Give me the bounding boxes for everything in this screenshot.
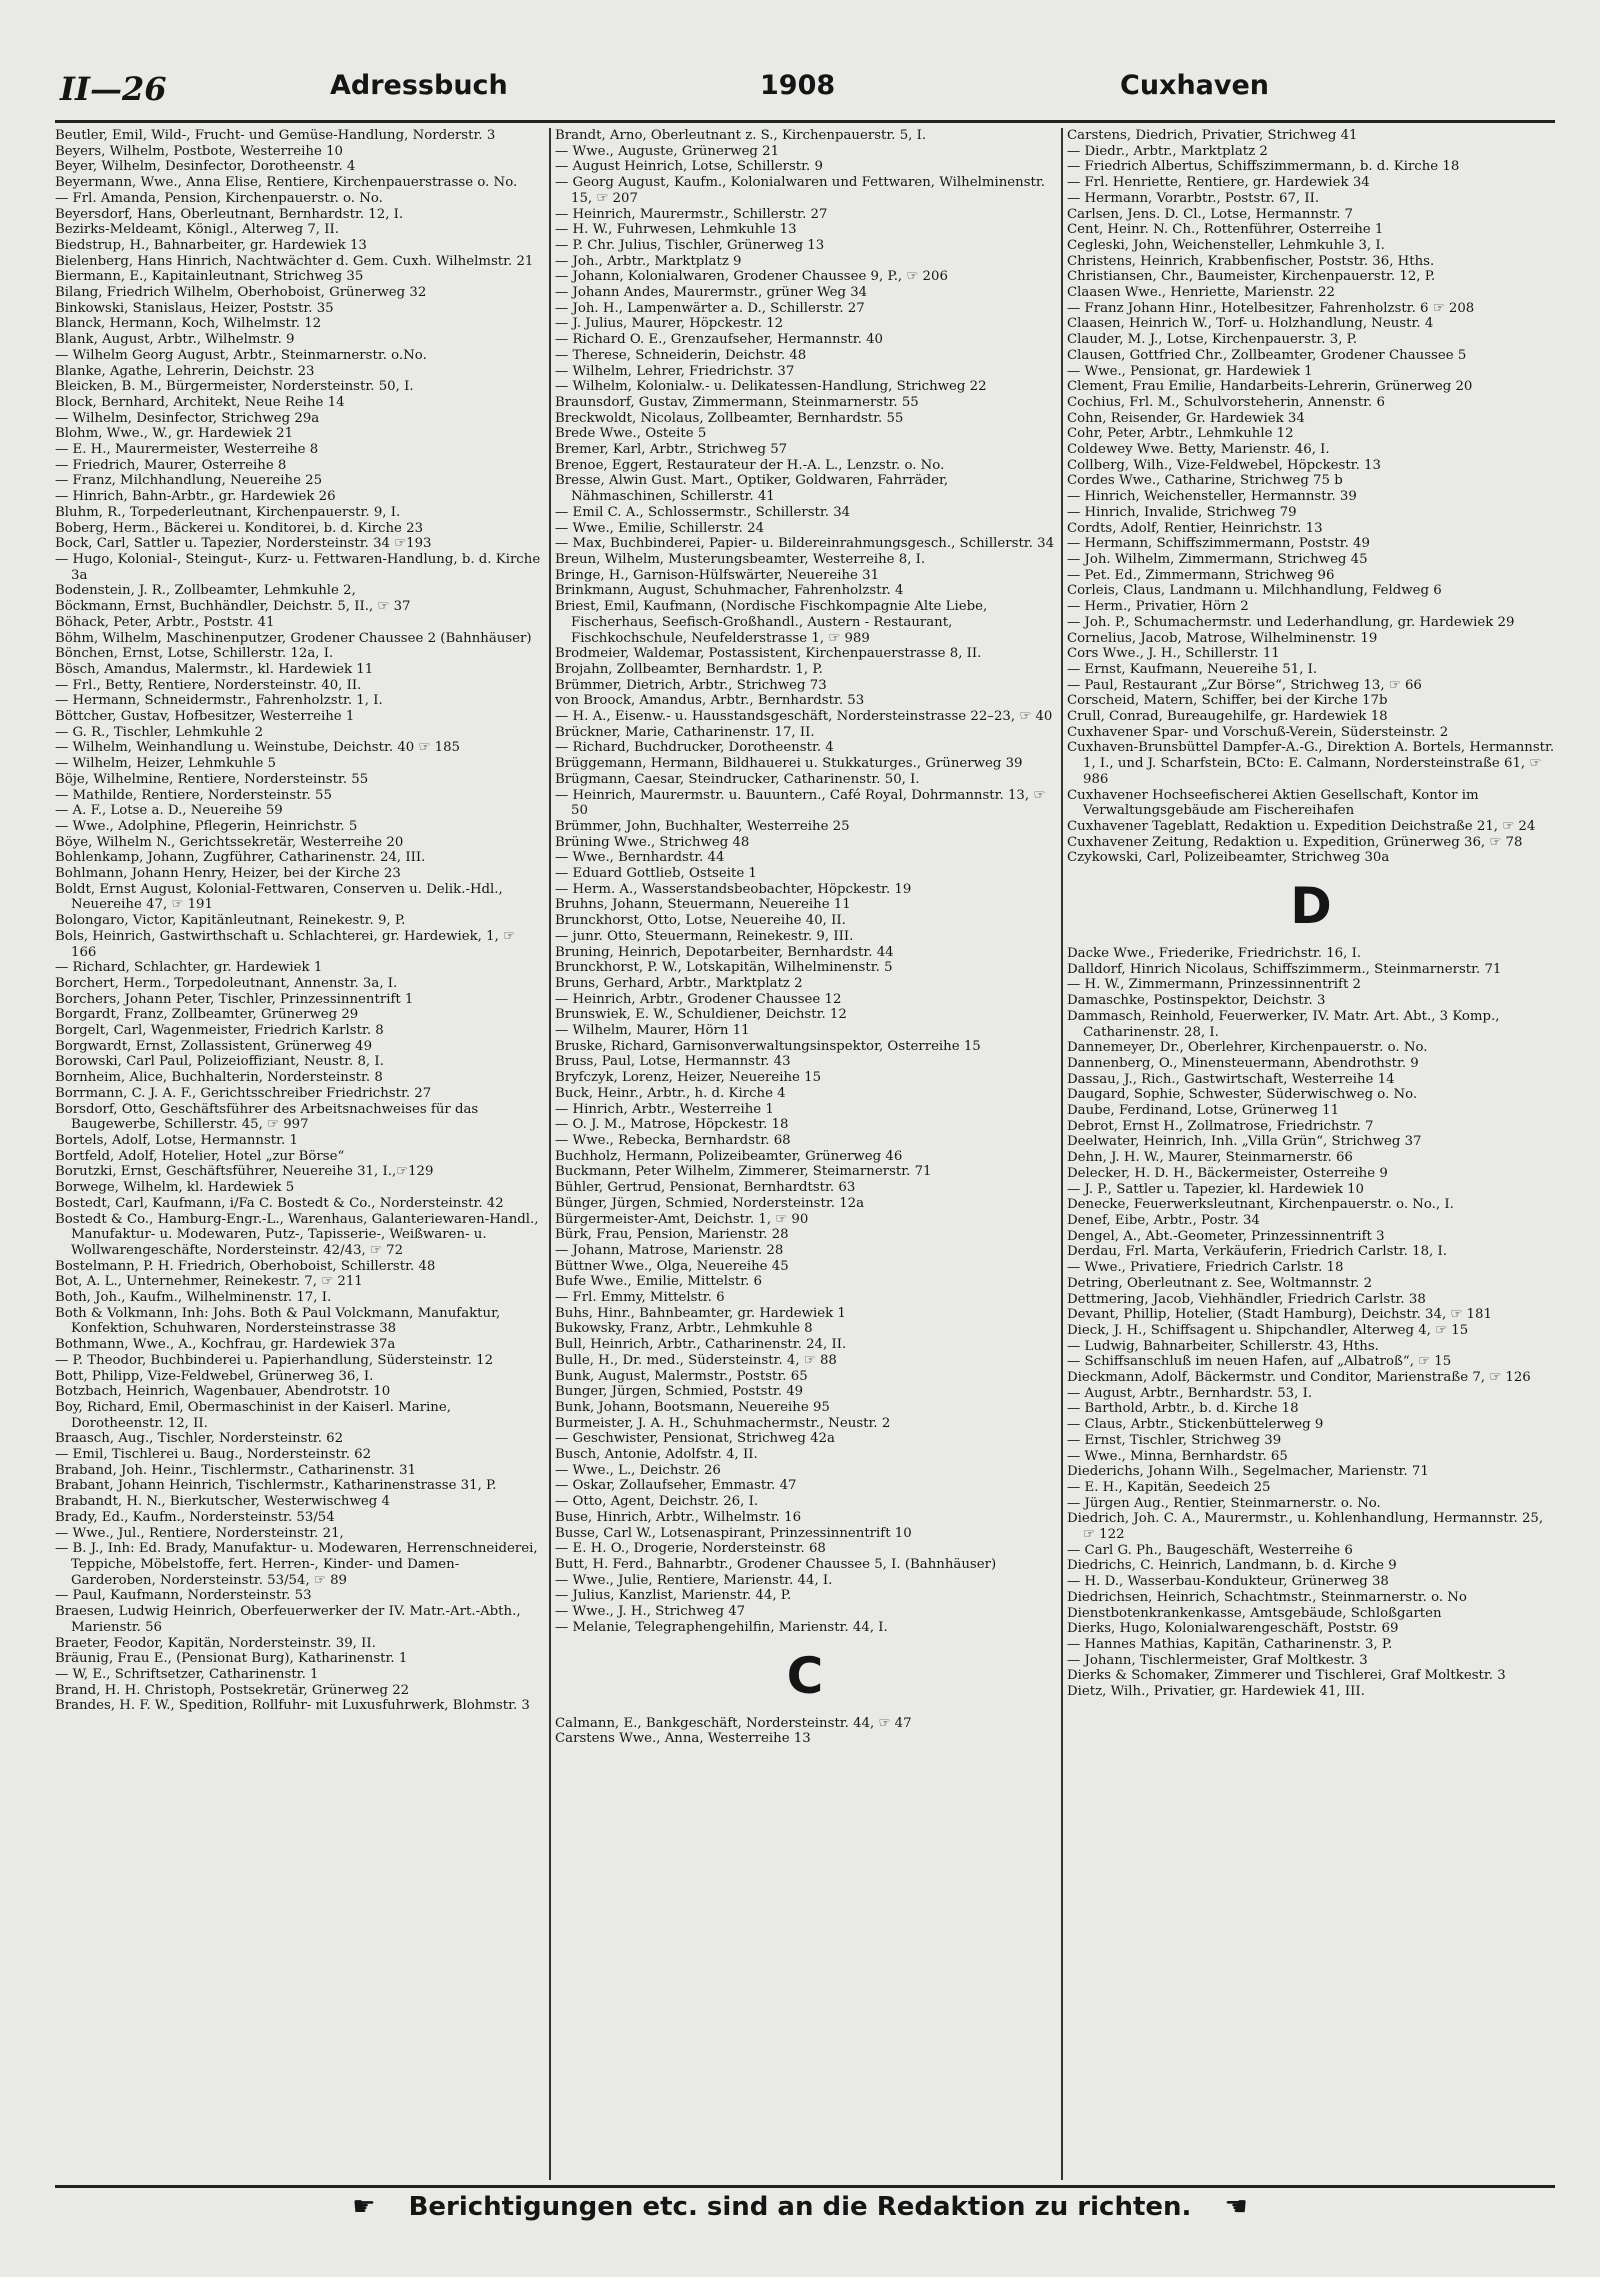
directory-entry: Böje, Wilhelmine, Rentiere, Nordersteinstr. 55 (55, 771, 369, 787)
directory-entry: Brandes, H. F. W., Spedition, Rollfuhr- mit Luxusfuhrwerk, Blohmstr. 3 (55, 1698, 530, 1714)
directory-entry: Cent, Heinr. N. Ch., Rottenführer, Osterreihe 1 (1067, 222, 1384, 238)
footer-notice (0, 2192, 1600, 2222)
directory-entry: — Hannes Mathias, Kapitän, Catharinenstr. 3, P. (1067, 1636, 1393, 1652)
directory-entry: Cuxhaven-Brunsbüttel Dampfer-A.-G., Direktion A. Bortels, Hermannstr. 1, I., und J. Scharfstein, BCto: E. Calmann, Nordersteinstraße 61, ☞ 986 (1067, 740, 1555, 787)
directory-entry: Bornheim, Alice, Buchhalterin, Nordersteinstr. 8 (55, 1070, 383, 1086)
directory-entry: — Wwe., Privatiere, Friedrich Carlstr. 18 (1067, 1260, 1344, 1276)
directory-entry: Buchholz, Hermann, Polizeibeamter, Grünerweg 46 (555, 1148, 903, 1164)
directory-entry: — Richard, Buchdrucker, Dorotheenstr. 4 (555, 740, 834, 756)
directory-entry: — Herm. A., Wasserstandsbeobachter, Höpckestr. 19 (555, 881, 912, 897)
page-header (60, 70, 1560, 122)
directory-entry: — Emil C. A., Schlossermstr., Schillerstr. 34 (555, 504, 851, 520)
directory-entry: — Eduard Gottlieb, Ostseite 1 (555, 866, 757, 882)
directory-entry: — Frl., Betty, Rentiere, Nordersteinstr. 40, II. (55, 677, 362, 693)
directory-entry: Dietz, Wilh., Privatier, gr. Hardewiek 41, III. (1067, 1684, 1365, 1700)
directory-entry: Dengel, A., Abt.-Geometer, Prinzessinnentrift 3 (1067, 1228, 1385, 1244)
directory-entry: — Joh. H., Lampenwärter a. D., Schillerstr. 27 (555, 300, 865, 316)
directory-entry: Cuxhavener Zeitung, Redaktion u. Expedition, Grünerweg 36, ☞ 78 (1067, 834, 1523, 850)
directory-entry: — H. W., Fuhrwesen, Lehmkuhle 13 (555, 222, 797, 238)
directory-entry: — Hermann, Schneidermstr., Fahrenholzstr. 1, I. (55, 693, 383, 709)
directory-entry: Debrot, Ernst H., Zollmatrose, Friedrichstr. 7 (1067, 1118, 1374, 1134)
directory-entry: Boldt, Ernst August, Kolonial-Fettwaren, Conserven u. Delik.-Hdl., Neuereihe 47, ☞ 191 (55, 881, 503, 913)
book-year: 1908 (760, 70, 836, 101)
directory-entry: Busch, Antonie, Adolfstr. 4, II. (555, 1447, 758, 1463)
directory-entry: — Friedrich, Maurer, Osterreihe 8 (55, 457, 287, 473)
directory-entry: Breun, Wilhelm, Musterungsbeamter, Westerreihe 8, I. (555, 551, 926, 567)
directory-entry: — Ernst, Tischler, Strichweg 39 (1067, 1432, 1282, 1448)
directory-entry: Borgwardt, Ernst, Zollassistent, Grünerweg 49 (55, 1038, 373, 1054)
directory-entry: Bortels, Adolf, Lotse, Hermannstr. 1 (55, 1133, 298, 1148)
directory-entry: Daube, Ferdinand, Lotse, Grünerweg 11 (1067, 1103, 1340, 1119)
directory-entry: — Hermann, Vorarbtr., Poststr. 67, II. (1067, 190, 1320, 206)
directory-entry: Dieckmann, Adolf, Bäckermstr. und Conditor, Marienstraße 7, ☞ 126 (1067, 1370, 1531, 1386)
directory-entry: Bezirks-Meldeamt, Königl., Alterweg 7, II. (55, 222, 339, 238)
directory-entry: Dannemeyer, Dr., Oberlehrer, Kirchenpauerstr. o. No. (1067, 1040, 1428, 1056)
directory-entry: Bruning, Heinrich, Depotarbeiter, Bernhardstr. 44 (555, 944, 894, 960)
directory-entry: Bühler, Gertrud, Pensionat, Bernhardtstr. 63 (555, 1180, 856, 1196)
directory-entry: Bürk, Frau, Pension, Marienstr. 28 (555, 1227, 789, 1243)
directory-entry: — J. P., Sattler u. Tapezier, kl. Hardewiek 10 (1067, 1181, 1365, 1197)
directory-entry: Bremer, Karl, Arbtr., Strichweg 57 (555, 442, 788, 458)
directory-entry: Diedrichs, C. Heinrich, Landmann, b. d. Kirche 9 (1067, 1558, 1397, 1574)
directory-entry: Clauder, M. J., Lotse, Kirchenpauerstr. 3, P. (1067, 332, 1358, 348)
directory-entry: — Barthold, Arbtr., b. d. Kirche 18 (1067, 1401, 1299, 1417)
directory-entry: — Wwe., Emilie, Schillerstr. 24 (555, 520, 765, 536)
page-number: II—26 (60, 70, 167, 108)
directory-entry: Bösch, Amandus, Malermstr., kl. Hardewiek 11 (55, 661, 374, 677)
column-1 (55, 128, 543, 2180)
directory-entry: Cuxhavener Spar- und Vorschuß-Verein, Südersteinstr. 2 (1067, 724, 1449, 740)
directory-entry: — Wwe., J. H., Strichweg 47 (555, 1604, 746, 1620)
directory-entry: Bohlmann, Johann Henry, Heizer, bei der Kirche 23 (55, 866, 401, 882)
directory-entry: — Wwe., Bernhardstr. 44 (555, 850, 725, 866)
directory-entry: Brabant, Johann Heinrich, Tischlermstr., Katharinenstrasse 31, P. (55, 1478, 497, 1494)
directory-entry: — Georg August, Kaufm., Kolonialwaren und Fettwaren, Wilhelminenstr. 15, ☞ 207 (555, 175, 1046, 206)
directory-entry: Braunsdorf, Gustav, Zimmermann, Steinmarnerstr. 55 (555, 394, 919, 410)
directory-entry: Bunk, Johann, Bootsmann, Neuereihe 95 (555, 1399, 830, 1415)
directory-entry: — Hermann, Schiffszimmermann, Poststr. 49 (1067, 536, 1370, 552)
column-2 (555, 128, 1055, 2180)
directory-entry: Bulle, H., Dr. med., Südersteinstr. 4, ☞ 88 (555, 1352, 837, 1368)
directory-entry: Blanck, Hermann, Koch, Wilhelmstr. 12 (55, 316, 322, 332)
directory-entry: — Friedrich Albertus, Schiffszimmermann, b. d. Kirche 18 (1067, 159, 1460, 175)
directory-entry: — Johann, Tischlermeister, Graf Moltkestr. 3 (1067, 1652, 1368, 1668)
directory-entry: Böhack, Peter, Arbtr., Poststr. 41 (55, 614, 275, 630)
directory-entry: — Wilhelm, Weinhandlung u. Weinstube, Deichstr. 40 ☞ 185 (55, 740, 460, 756)
directory-entry: Both & Volkmann, Inh: Johs. Both & Paul Volckmann, Manufaktur, Konfektion, Schuhwaren, Nordersteinstrasse 38 (55, 1305, 501, 1337)
directory-entry: Crull, Conrad, Bureaugehilfe, gr. Hardewiek 18 (1067, 709, 1388, 725)
directory-entry: — W, E., Schriftsetzer, Catharinenstr. 1 (55, 1666, 319, 1682)
directory-entry: — Johann Andes, Maurermstr., grüner Weg 34 (555, 285, 868, 301)
directory-entry: Braeter, Feodor, Kapitän, Nordersteinstr. 39, II. (55, 1635, 376, 1651)
directory-entry: Carstens, Diedrich, Privatier, Strichweg 41 (1067, 128, 1358, 143)
directory-entry: — Geschwister, Pensionat, Strichweg 42a (555, 1431, 835, 1447)
directory-entry: Bortfeld, Adolf, Hotelier, Hotel „zur Börse“ (55, 1148, 345, 1164)
section-letter: C (786, 1646, 824, 1705)
directory-entry: — Joh. Wilhelm, Zimmermann, Strichweg 45 (1067, 551, 1368, 567)
directory-entry: — Franz, Milchhandlung, Neuereihe 25 (55, 473, 323, 489)
directory-entry: Brümmer, Dietrich, Arbtr., Strichweg 73 (555, 677, 827, 693)
directory-entry: — Hinrich, Invalide, Strichweg 79 (1067, 504, 1297, 520)
directory-entry: — Wwe., Jul., Rentiere, Nordersteinstr. 21, (55, 1525, 344, 1541)
directory-columns (55, 128, 1555, 2180)
directory-entry: — P. Chr. Julius, Tischler, Grünerweg 13 (555, 237, 825, 253)
directory-entry: — Paul, Restaurant „Zur Börse“, Strichweg 13, ☞ 66 (1067, 677, 1422, 693)
directory-entry: Dierks, Hugo, Kolonialwarengeschäft, Poststr. 69 (1067, 1621, 1399, 1637)
directory-entry: — Paul, Kaufmann, Nordersteinstr. 53 (55, 1588, 312, 1604)
directory-entry: — Carl G. Ph., Baugeschäft, Westerreihe 6 (1067, 1542, 1353, 1558)
directory-entry: — Wwe., L., Deichstr. 26 (555, 1462, 721, 1478)
directory-entry: Claasen Wwe., Henriette, Marienstr. 22 (1067, 285, 1335, 301)
directory-entry: Borchers, Johann Peter, Tischler, Prinzessinnentrift 1 (55, 991, 414, 1007)
directory-entry: Daugard, Sophie, Schwester, Süderwischweg o. No. (1067, 1087, 1418, 1103)
directory-entry: — Wwe., Rebecka, Bernhardstr. 68 (555, 1133, 791, 1148)
directory-entry: Bunk, August, Malermstr., Poststr. 65 (555, 1368, 808, 1384)
directory-entry: Buckmann, Peter Wilhelm, Zimmerer, Steimarnerstr. 71 (555, 1164, 932, 1180)
directory-entry: Cochius, Frl. M., Schulvorsteherin, Annenstr. 6 (1067, 394, 1385, 410)
directory-entry: Dacke Wwe., Friederike, Friedrichstr. 16, I. (1067, 946, 1362, 962)
directory-entry: Collberg, Wilh., Vize-Feldwebel, Höpckestr. 13 (1067, 457, 1381, 473)
directory-entry: Bönchen, Ernst, Lotse, Schillerstr. 12a, I. (55, 646, 334, 662)
directory-entry: — Max, Buchbinderei, Papier- u. Bildereinrahmungsgesch., Schillerstr. 34 (555, 536, 1055, 552)
directory-entry: Christens, Heinrich, Krabbenfischer, Poststr. 36, Hths. (1067, 253, 1435, 269)
directory-entry: Botzbach, Heinrich, Wagenbauer, Abendrotstr. 10 (55, 1384, 391, 1400)
directory-entry: Detring, Oberleutnant z. See, Woltmannstr. 2 (1067, 1275, 1373, 1291)
directory-entry: Dieck, J. H., Schiffsagent u. Shipchandler, Alterweg 4, ☞ 15 (1067, 1322, 1469, 1338)
directory-entry: Buse, Hinrich, Arbtr., Wilhelmstr. 16 (555, 1509, 802, 1525)
directory-entry: — Wilhelm, Heizer, Lehmkuhle 5 (55, 756, 277, 772)
section-letter: D (1290, 877, 1332, 936)
directory-entry: — H. A., Eisenw.- u. Hausstandsgeschäft, Nordersteinstrasse 22–23, ☞ 40 (555, 709, 1053, 725)
directory-entry: — A. F., Lotse a. D., Neuereihe 59 (55, 803, 283, 819)
directory-entry: — Melanie, Telegraphengehilfin, Marienstr. 44, I. (555, 1619, 888, 1635)
directory-entry: Christiansen, Chr., Baumeister, Kirchenpauerstr. 12, P. (1067, 269, 1436, 285)
directory-entry: Bruske, Richard, Garnisonverwaltungsinspektor, Osterreihe 15 (555, 1038, 981, 1054)
directory-entry: Bilang, Friedrich Wilhelm, Oberhoboist, Grünerweg 32 (55, 285, 427, 301)
directory-entry: Calmann, E., Bankgeschäft, Nordersteinstr. 44, ☞ 47 (555, 1715, 912, 1731)
directory-entry: Corscheid, Matern, Schiffer, bei der Kirche 17b (1067, 693, 1388, 709)
directory-entry: Braasch, Aug., Tischler, Nordersteinstr. 62 (55, 1431, 344, 1447)
directory-entry: Brümmer, John, Buchhalter, Westerreihe 25 (555, 818, 850, 834)
directory-entry: Burmeister, J. A. H., Schuhmachermstr., Neustr. 2 (555, 1415, 891, 1431)
directory-entry: — Wwe., Pensionat, gr. Hardewiek 1 (1067, 363, 1313, 379)
directory-entry: Bruss, Paul, Lotse, Hermannstr. 43 (555, 1054, 791, 1070)
directory-entry: Beyersdorf, Hans, Oberleutnant, Bernhardstr. 12, I. (55, 206, 404, 222)
directory-entry: Brinkmann, August, Schuhmacher, Fahrenholzstr. 4 (555, 583, 904, 599)
directory-entry: Binkowski, Stanislaus, Heizer, Poststr. 35 (55, 300, 334, 316)
directory-entry: — Emil, Tischlerei u. Baug., Nordersteinstr. 62 (55, 1447, 372, 1463)
directory-entry: Cohn, Reisender, Gr. Hardewiek 34 (1067, 410, 1305, 426)
directory-entry: — Schiffsanschluß im neuen Hafen, auf „Albatroß“, ☞ 15 (1067, 1354, 1452, 1370)
directory-entry: Diederichs, Johann Wilh., Segelmacher, Marienstr. 71 (1067, 1464, 1429, 1480)
directory-entry: Bluhm, R., Torpederleutnant, Kirchenpauerstr. 9, I. (55, 504, 401, 520)
directory-entry: — Hinrich, Weichensteller, Hermannstr. 39 (1067, 489, 1357, 505)
directory-entry: Cuxhavener Tageblatt, Redaktion u. Expedition Deichstraße 21, ☞ 24 (1067, 818, 1536, 834)
directory-entry: Damaschke, Postinspektor, Deichstr. 3 (1067, 993, 1326, 1009)
directory-entry: — Franz Johann Hinr., Hotelbesitzer, Fahrenholzstr. 6 ☞ 208 (1067, 300, 1475, 316)
directory-entry: — Diedr., Arbtr., Marktplatz 2 (1067, 143, 1268, 159)
directory-entry: Bruhns, Johann, Steuermann, Neuereihe 11 (555, 897, 851, 913)
directory-entry: Dammasch, Reinhold, Feuerwerker, IV. Matr. Art. Abt., 3 Komp., Catharinenstr. 28, I. (1067, 1008, 1500, 1040)
directory-entry: — Frl. Emmy, Mittelstr. 6 (555, 1290, 725, 1306)
directory-entry: Bunger, Jürgen, Schmied, Poststr. 49 (555, 1384, 804, 1400)
directory-entry: Bryfczyk, Lorenz, Heizer, Neuereihe 15 (555, 1070, 822, 1086)
directory-entry: — E. H., Maurermeister, Westerreihe 8 (55, 442, 319, 458)
directory-entry: Bull, Heinrich, Arbtr., Catharinenstr. 24, II. (555, 1337, 847, 1353)
directory-entry: Bukowsky, Franz, Arbtr., Lehmkuhle 8 (555, 1321, 813, 1337)
pointing-hand-left-icon: ☚ (1224, 2192, 1248, 2222)
book-title: Adressbuch (330, 70, 508, 101)
book-city: Cuxhaven (1120, 70, 1270, 101)
directory-entry: Dassau, J., Rich., Gastwirtschaft, Westerreihe 14 (1067, 1071, 1395, 1087)
directory-entry: Brunckhorst, Otto, Lotse, Neuereihe 40, II. (555, 913, 846, 929)
directory-entry: — Wilhelm Georg August, Arbtr., Steinmarnerstr. o.No. (55, 347, 427, 363)
directory-entry: — Heinrich, Maurermstr., Schillerstr. 27 (555, 206, 828, 222)
directory-entry: Briest, Emil, Kaufmann, (Nordische Fischkompagnie Alte Liebe, Fischerhaus, Seefisch-Großhandl., Austern - Restaurant, Fischkochschule, Neufelderstrasse 1, ☞ 989 (555, 599, 988, 646)
directory-entry: Beyers, Wilhelm, Postbote, Westerreihe 10 (55, 143, 344, 159)
directory-entry: — Oskar, Zollaufseher, Emmastr. 47 (555, 1478, 797, 1494)
directory-entry: Bünger, Jürgen, Schmied, Nordersteinstr. 12a (555, 1195, 865, 1211)
header-rule (55, 120, 1555, 123)
directory-entry: — Jürgen Aug., Rentier, Steinmarnerstr. o. No. (1067, 1495, 1381, 1511)
footer-text: Berichtigungen etc. sind an die Redaktion zu richten. (408, 2192, 1192, 2222)
directory-entry: Diedrichsen, Heinrich, Schachtmstr., Steinmarnerstr. o. No (1067, 1589, 1467, 1605)
directory-entry: Blanke, Agathe, Lehrerin, Deichstr. 23 (55, 363, 315, 379)
directory-entry: — Richard O. E., Grenzaufseher, Hermannstr. 40 (555, 332, 884, 348)
directory-entry: Cohr, Peter, Arbtr., Lehmkuhle 12 (1067, 426, 1294, 442)
directory-entry: — Heinrich, Maurermstr. u. Bauuntern., Café Royal, Dohrmannstr. 13, ☞ 50 (555, 787, 1046, 819)
directory-entry: Brede Wwe., Osteite 5 (555, 426, 707, 442)
directory-entry: Both, Joh., Kaufm., Wilhelminenstr. 17, I. (55, 1290, 332, 1306)
directory-entry: Böttcher, Gustav, Hofbesitzer, Westerreihe 1 (55, 709, 355, 725)
directory-entry: Braband, Joh. Heinr., Tischlermstr., Catharinenstr. 31 (55, 1462, 416, 1478)
directory-entry: Clausen, Gottfried Chr., Zollbeamter, Grodener Chaussee 5 (1067, 347, 1467, 363)
directory-entry: — J. Julius, Maurer, Höpckestr. 12 (555, 316, 784, 332)
directory-entry: Deelwater, Heinrich, Inh. „Villa Grün“, Strichweg 37 (1067, 1134, 1422, 1150)
directory-entry: — junr. Otto, Steuermann, Reinekestr. 9, III. (555, 928, 854, 944)
directory-entry: Bruns, Gerhard, Arbtr., Marktplatz 2 (555, 975, 803, 991)
directory-entry: Butt, H. Ferd., Bahnarbtr., Grodener Chaussee 5, I. (Bahnhäuser) (555, 1556, 997, 1572)
directory-entry: — Frl. Amanda, Pension, Kirchenpauerstr. o. No. (55, 190, 383, 206)
directory-entry: — Wwe., Julie, Rentiere, Marienstr. 44, I. (555, 1572, 833, 1588)
directory-entry: — E. H., Kapitän, Seedeich 25 (1067, 1479, 1271, 1495)
directory-entry: Denef, Eibe, Arbtr., Postr. 34 (1067, 1213, 1260, 1228)
directory-entry: Bleicken, B. M., Bürgermeister, Nordersteinstr. 50, I. (55, 379, 414, 395)
directory-entry: Dienstbotenkrankenkasse, Amtsgebäude, Schloßgarten (1067, 1605, 1442, 1621)
directory-entry: — Therese, Schneiderin, Deichstr. 48 (555, 347, 807, 363)
directory-entry: Bostedt & Co., Hamburg-Engr.-L., Warenhaus, Galanteriewaren-Handl., Manufaktur- u. Modewaren, Putz-, Tapisserie-, Weißwaren- u. Wollwarengeschäfte, Nordersteinstr. 42/43, ☞ 72 (55, 1211, 539, 1258)
directory-entry: Borutzki, Ernst, Geschäftsführer, Neuereihe 31, I.,☞129 (55, 1164, 434, 1180)
directory-entry: Brückner, Marie, Catharinenstr. 17, II. (555, 724, 815, 740)
column-divider (549, 128, 551, 2180)
directory-entry: Bolongaro, Victor, Kapitänleutnant, Reinekestr. 9, P. (55, 913, 406, 929)
directory-entry: Brand, H. H. Christoph, Postsekretär, Grünerweg 22 (55, 1682, 410, 1698)
directory-entry: Derdau, Frl. Marta, Verkäuferin, Friedrich Carlstr. 18, I. (1067, 1244, 1447, 1260)
directory-entry: Busse, Carl W., Lotsenaspirant, Prinzessinnentrift 10 (555, 1525, 912, 1541)
directory-entry: Bostelmann, P. H. Friedrich, Oberhoboist, Schillerstr. 48 (55, 1258, 436, 1274)
directory-entry: Boy, Richard, Emil, Obermaschinist in der Kaiserl. Marine, Dorotheenstr. 12, II. (55, 1399, 451, 1431)
directory-entry: Diedrich, Joh. C. A., Maurermstr., u. Kohlenhandlung, Hermannstr. 25, ☞ 122 (1067, 1511, 1544, 1543)
directory-entry: — Ernst, Kaufmann, Neuereihe 51, I. (1067, 661, 1318, 677)
directory-entry: Block, Bernhard, Architekt, Neue Reihe 14 (55, 394, 345, 410)
directory-entry: — G. R., Tischler, Lehmkuhle 2 (55, 724, 264, 740)
directory-entry: — Hinrich, Bahn-Arbtr., gr. Hardewiek 26 (55, 489, 336, 505)
directory-entry: Bräunig, Frau E., (Pensionat Burg), Katharinenstr. 1 (55, 1651, 408, 1667)
column-3 (1067, 128, 1555, 2180)
directory-entry: Bot, A. L., Unternehmer, Reinekestr. 7, ☞ 211 (55, 1274, 363, 1290)
directory-entry: — Frl. Henriette, Rentiere, gr. Hardewiek 34 (1067, 175, 1370, 191)
directory-entry: Devant, Phillip, Hotelier, (Stadt Hamburg), Deichstr. 34, ☞ 181 (1067, 1307, 1492, 1323)
directory-entry: Biedstrup, H., Bahnarbeiter, gr. Hardewiek 13 (55, 237, 367, 253)
directory-entry: Blank, August, Arbtr., Wilhelmstr. 9 (55, 332, 295, 348)
directory-entry: Beutler, Emil, Wild-, Frucht- und Gemüse-Handlung, Norderstr. 3 (55, 128, 496, 143)
directory-entry: — Mathilde, Rentiere, Nordersteinstr. 55 (55, 787, 332, 803)
directory-entry: Borwege, Wilhelm, kl. Hardewiek 5 (55, 1180, 295, 1196)
directory-entry: Dannenberg, O., Minensteuermann, Abendrothstr. 9 (1067, 1055, 1419, 1071)
directory-entry: — Wwe., Auguste, Grünerweg 21 (555, 143, 780, 159)
directory-entry: — Claus, Arbtr., Stickenbüttelerweg 9 (1067, 1417, 1324, 1433)
directory-entry: — O. J. M., Matrose, Höpckestr. 18 (555, 1117, 789, 1133)
directory-entry: Bott, Philipp, Vize-Feldwebel, Grünerweg 36, I. (55, 1368, 374, 1384)
directory-entry: von Broock, Amandus, Arbtr., Bernhardstr. 53 (555, 693, 865, 709)
directory-entry: Bodenstein, J. R., Zollbeamter, Lehmkuhle 2, (55, 583, 356, 599)
column-divider (1061, 128, 1063, 2180)
directory-entry: — Pet. Ed., Zimmermann, Strichweg 96 (1067, 567, 1335, 583)
directory-entry: Bock, Carl, Sattler u. Tapezier, Nordersteinstr. 34 ☞193 (55, 536, 432, 552)
directory-entry: — Johann, Matrose, Marienstr. 28 (555, 1242, 784, 1258)
directory-entry: Bielenberg, Hans Hinrich, Nachtwächter d. Gem. Cuxh. Wilhelmstr. 21 (55, 253, 534, 269)
directory-entry: — Johann, Kolonialwaren, Grodener Chaussee 9, P., ☞ 206 (555, 269, 948, 285)
directory-entry: Brady, Ed., Kaufm., Nordersteinstr. 53/54 (55, 1509, 335, 1525)
directory-entry: Brabandt, H. N., Bierkutscher, Westerwischweg 4 (55, 1494, 390, 1510)
directory-entry: — Wwe., Adolphine, Pflegerin, Heinrichstr. 5 (55, 818, 358, 834)
directory-entry: — Wilhelm, Kolonialw.- u. Delikatessen-Handlung, Strichweg 22 (555, 379, 987, 395)
directory-entry: — Wilhelm, Desinfector, Strichweg 29a (55, 410, 320, 426)
directory-entry: Bothmann, Wwe., A., Kochfrau, gr. Hardewiek 37a (55, 1337, 396, 1353)
directory-entry: Borgardt, Franz, Zollbeamter, Grünerweg 29 (55, 1007, 359, 1023)
directory-entry: Clement, Frau Emilie, Handarbeits-Lehrerin, Grünerweg 20 (1067, 379, 1473, 395)
directory-entry: Denecke, Feuerwerksleutnant, Kirchenpauerstr. o. No., I. (1067, 1197, 1454, 1213)
directory-entry: Bostedt, Carl, Kaufmann, i/Fa C. Bostedt & Co., Nordersteinstr. 42 (55, 1195, 504, 1211)
directory-entry: Cors Wwe., J. H., Schillerstr. 11 (1067, 646, 1280, 662)
directory-entry: — Richard, Schlachter, gr. Hardewiek 1 (55, 960, 323, 976)
directory-entry: Carlsen, Jens. D. Cl., Lotse, Hermannstr. 7 (1067, 206, 1353, 222)
directory-entry: Bresse, Alwin Gust. Mart., Optiker, Goldwaren, Fahrräder, Nähmaschinen, Schillerstr. 41 (555, 473, 949, 505)
directory-entry: Czykowski, Carl, Polizeibeamter, Strichweg 30a (1067, 850, 1390, 866)
directory-entry: Borowski, Carl Paul, Polizeioffiziant, Neustr. 8, I. (55, 1054, 384, 1070)
directory-entry: Cuxhavener Hochseefischerei Aktien Gesellschaft, Kontor im Verwaltungsgebäude am Fischereihafen (1067, 787, 1479, 819)
directory-entry: Carstens Wwe., Anna, Westerreihe 13 (555, 1731, 811, 1747)
directory-entry: Cordes Wwe., Catharine, Strichweg 75 b (1067, 473, 1343, 489)
directory-entry: — Hinrich, Arbtr., Westerreihe 1 (555, 1101, 774, 1117)
directory-entry: — August, Arbtr., Bernhardstr. 53, I. (1067, 1385, 1313, 1401)
directory-entry: Claasen, Heinrich W., Torf- u. Holzhandlung, Neustr. 4 (1067, 316, 1434, 332)
directory-entry: — P. Theodor, Buchbinderei u. Papierhandlung, Südersteinstr. 12 (55, 1352, 494, 1368)
directory-entry: Cegleski, John, Weichensteller, Lehmkuhle 3, I. (1067, 237, 1385, 253)
directory-entry: Böhm, Wilhelm, Maschinenputzer, Grodener Chaussee 2 (Bahnhäuser) (55, 630, 532, 646)
pointing-hand-right-icon: ☛ (352, 2192, 376, 2222)
directory-entry: Buhs, Hinr., Bahnbeamter, gr. Hardewiek 1 (555, 1305, 846, 1321)
directory-entry: Buck, Heinr., Arbtr., h. d. Kirche 4 (555, 1085, 786, 1101)
directory-entry: Boberg, Herm., Bäckerei u. Konditorei, b. d. Kirche 23 (55, 520, 424, 536)
directory-entry: Dalldorf, Hinrich Nicolaus, Schiffszimmerm., Steinmarnerstr. 71 (1067, 961, 1502, 977)
directory-entry: Bufe Wwe., Emilie, Mittelstr. 6 (555, 1274, 762, 1290)
directory-entry: Büttner Wwe., Olga, Neuereihe 45 (555, 1258, 789, 1274)
directory-entry: Brüggemann, Hermann, Bildhauerei u. Stukkaturges., Grünerweg 39 (555, 756, 1023, 772)
directory-entry: Bürgermeister-Amt, Deichstr. 1, ☞ 90 (555, 1211, 809, 1227)
directory-entry: — B. J., Inh: Ed. Brady, Manufaktur- u. Modewaren, Herrenschneiderei, Teppiche, Möbelstoffe, fert. Herren-, Kinder- und Damen-Garderoben, Nordersteinstr. 53/54, ☞ 89 (55, 1541, 538, 1588)
directory-entry: Dierks & Schomaker, Zimmerer und Tischlerei, Graf Moltkestr. 3 (1067, 1668, 1506, 1684)
directory-entry: — Hugo, Kolonial-, Steingut-, Kurz- u. Fettwaren-Handlung, b. d. Kirche 3a (55, 551, 541, 583)
directory-entry: — Julius, Kanzlist, Marienstr. 44, P. (555, 1588, 792, 1604)
directory-entry: Blohm, Wwe., W., gr. Hardewiek 21 (55, 426, 294, 442)
directory-entry: Beyer, Wilhelm, Desinfector, Dorotheenstr. 4 (55, 159, 356, 175)
footer-rule (55, 2185, 1555, 2188)
directory-entry: Brügmann, Caesar, Steindrucker, Catharinenstr. 50, I. (555, 771, 920, 787)
directory-entry: Brunswiek, E. W., Schuldiener, Deichstr. 12 (555, 1007, 847, 1023)
directory-entry: Brenoe, Eggert, Restaurateur der H.-A. L., Lenzstr. o. No. (555, 457, 945, 473)
directory-entry: — Ludwig, Bahnarbeiter, Schillerstr. 43, Hths. (1067, 1338, 1379, 1354)
directory-entry: Braesen, Ludwig Heinrich, Oberfeuerwerker der IV. Matr.-Art.-Abth., Marienstr. 56 (55, 1604, 521, 1635)
directory-entry: Dettmering, Jacob, Viehhändler, Friedrich Carlstr. 38 (1067, 1291, 1426, 1307)
directory-entry: Delecker, H. D. H., Bäckermeister, Osterreihe 9 (1067, 1165, 1388, 1181)
directory-entry: Bohlenkamp, Johann, Zugführer, Catharinenstr. 24, III. (55, 850, 426, 866)
directory-entry: Coldewey Wwe. Betty, Marienstr. 46, I. (1067, 442, 1330, 458)
directory-entry: Böye, Wilhelm N., Gerichtssekretär, Westerreihe 20 (55, 834, 404, 850)
directory-entry: Cornelius, Jacob, Matrose, Wilhelminenstr. 19 (1067, 630, 1378, 646)
directory-entry: — Wilhelm, Lehrer, Friedrichstr. 37 (555, 363, 795, 379)
directory-entry: Borgelt, Carl, Wagenmeister, Friedrich Karlstr. 8 (55, 1023, 384, 1039)
directory-entry: Brojahn, Zollbeamter, Bernhardstr. 1, P. (555, 661, 823, 677)
directory-entry: — August Heinrich, Lotse, Schillerstr. 9 (555, 159, 823, 175)
directory-entry: — Joh., Arbtr., Marktplatz 9 (555, 253, 742, 269)
directory-entry: Beyermann, Wwe., Anna Elise, Rentiere, Kirchenpauerstrasse o. No. (55, 175, 518, 191)
directory-entry: Brunckhorst, P. W., Lotskapitän, Wilhelminenstr. 5 (555, 960, 893, 976)
directory-entry: Breckwoldt, Nicolaus, Zollbeamter, Bernhardstr. 55 (555, 410, 904, 426)
directory-entry: — Joh. P., Schumachermstr. und Lederhandlung, gr. Hardewiek 29 (1067, 614, 1515, 630)
directory-entry: — Herm., Privatier, Hörn 2 (1067, 599, 1249, 615)
directory-entry: Borrmann, C. J. A. F., Gerichtsschreiber Friedrichstr. 27 (55, 1085, 432, 1101)
directory-entry: — Wwe., Minna, Bernhardstr. 65 (1067, 1448, 1288, 1464)
directory-entry: Dehn, J. H. W., Maurer, Steinmarnerstr. 66 (1067, 1150, 1353, 1166)
directory-entry: Corleis, Claus, Landmann u. Milchhandlung, Feldweg 6 (1067, 583, 1442, 599)
directory-entry: — Otto, Agent, Deichstr. 26, I. (555, 1494, 759, 1510)
directory-entry: Biermann, E., Kapitainleutnant, Strichweg 35 (55, 269, 364, 285)
directory-entry: Bols, Heinrich, Gastwirthschaft u. Schlachterei, gr. Hardewiek, 1, ☞ 166 (55, 928, 515, 960)
directory-entry: — E. H. O., Drogerie, Nordersteinstr. 68 (555, 1541, 826, 1557)
directory-entry: — H. W., Zimmermann, Prinzessinnentrift 2 (1067, 977, 1362, 993)
directory-entry: Brüning Wwe., Strichweg 48 (555, 834, 750, 850)
directory-entry: Böckmann, Ernst, Buchhändler, Deichstr. 5, II., ☞ 37 (55, 599, 411, 615)
directory-entry: Brodmeier, Waldemar, Postassistent, Kirchenpauerstrasse 8, II. (555, 646, 982, 662)
directory-entry: — H. D., Wasserbau-Kondukteur, Grünerweg 38 (1067, 1574, 1389, 1590)
directory-entry: Cordts, Adolf, Rentier, Heinrichstr. 13 (1067, 520, 1323, 536)
directory-entry: — Heinrich, Arbtr., Grodener Chaussee 12 (555, 991, 842, 1007)
directory-entry: — Wilhelm, Maurer, Hörn 11 (555, 1023, 750, 1039)
directory-entry: Borchert, Herm., Torpedoleutnant, Annenstr. 3a, I. (55, 975, 398, 991)
directory-entry: Bringe, H., Garnison-Hülfswärter, Neuereihe 31 (555, 567, 880, 583)
directory-entry: Brandt, Arno, Oberleutnant z. S., Kirchenpauerstr. 5, I. (555, 128, 927, 143)
directory-entry: Borsdorf, Otto, Geschäftsführer des Arbeitsnachweises für das Baugewerbe, Schillerstr. 45, ☞ 997 (55, 1101, 479, 1133)
